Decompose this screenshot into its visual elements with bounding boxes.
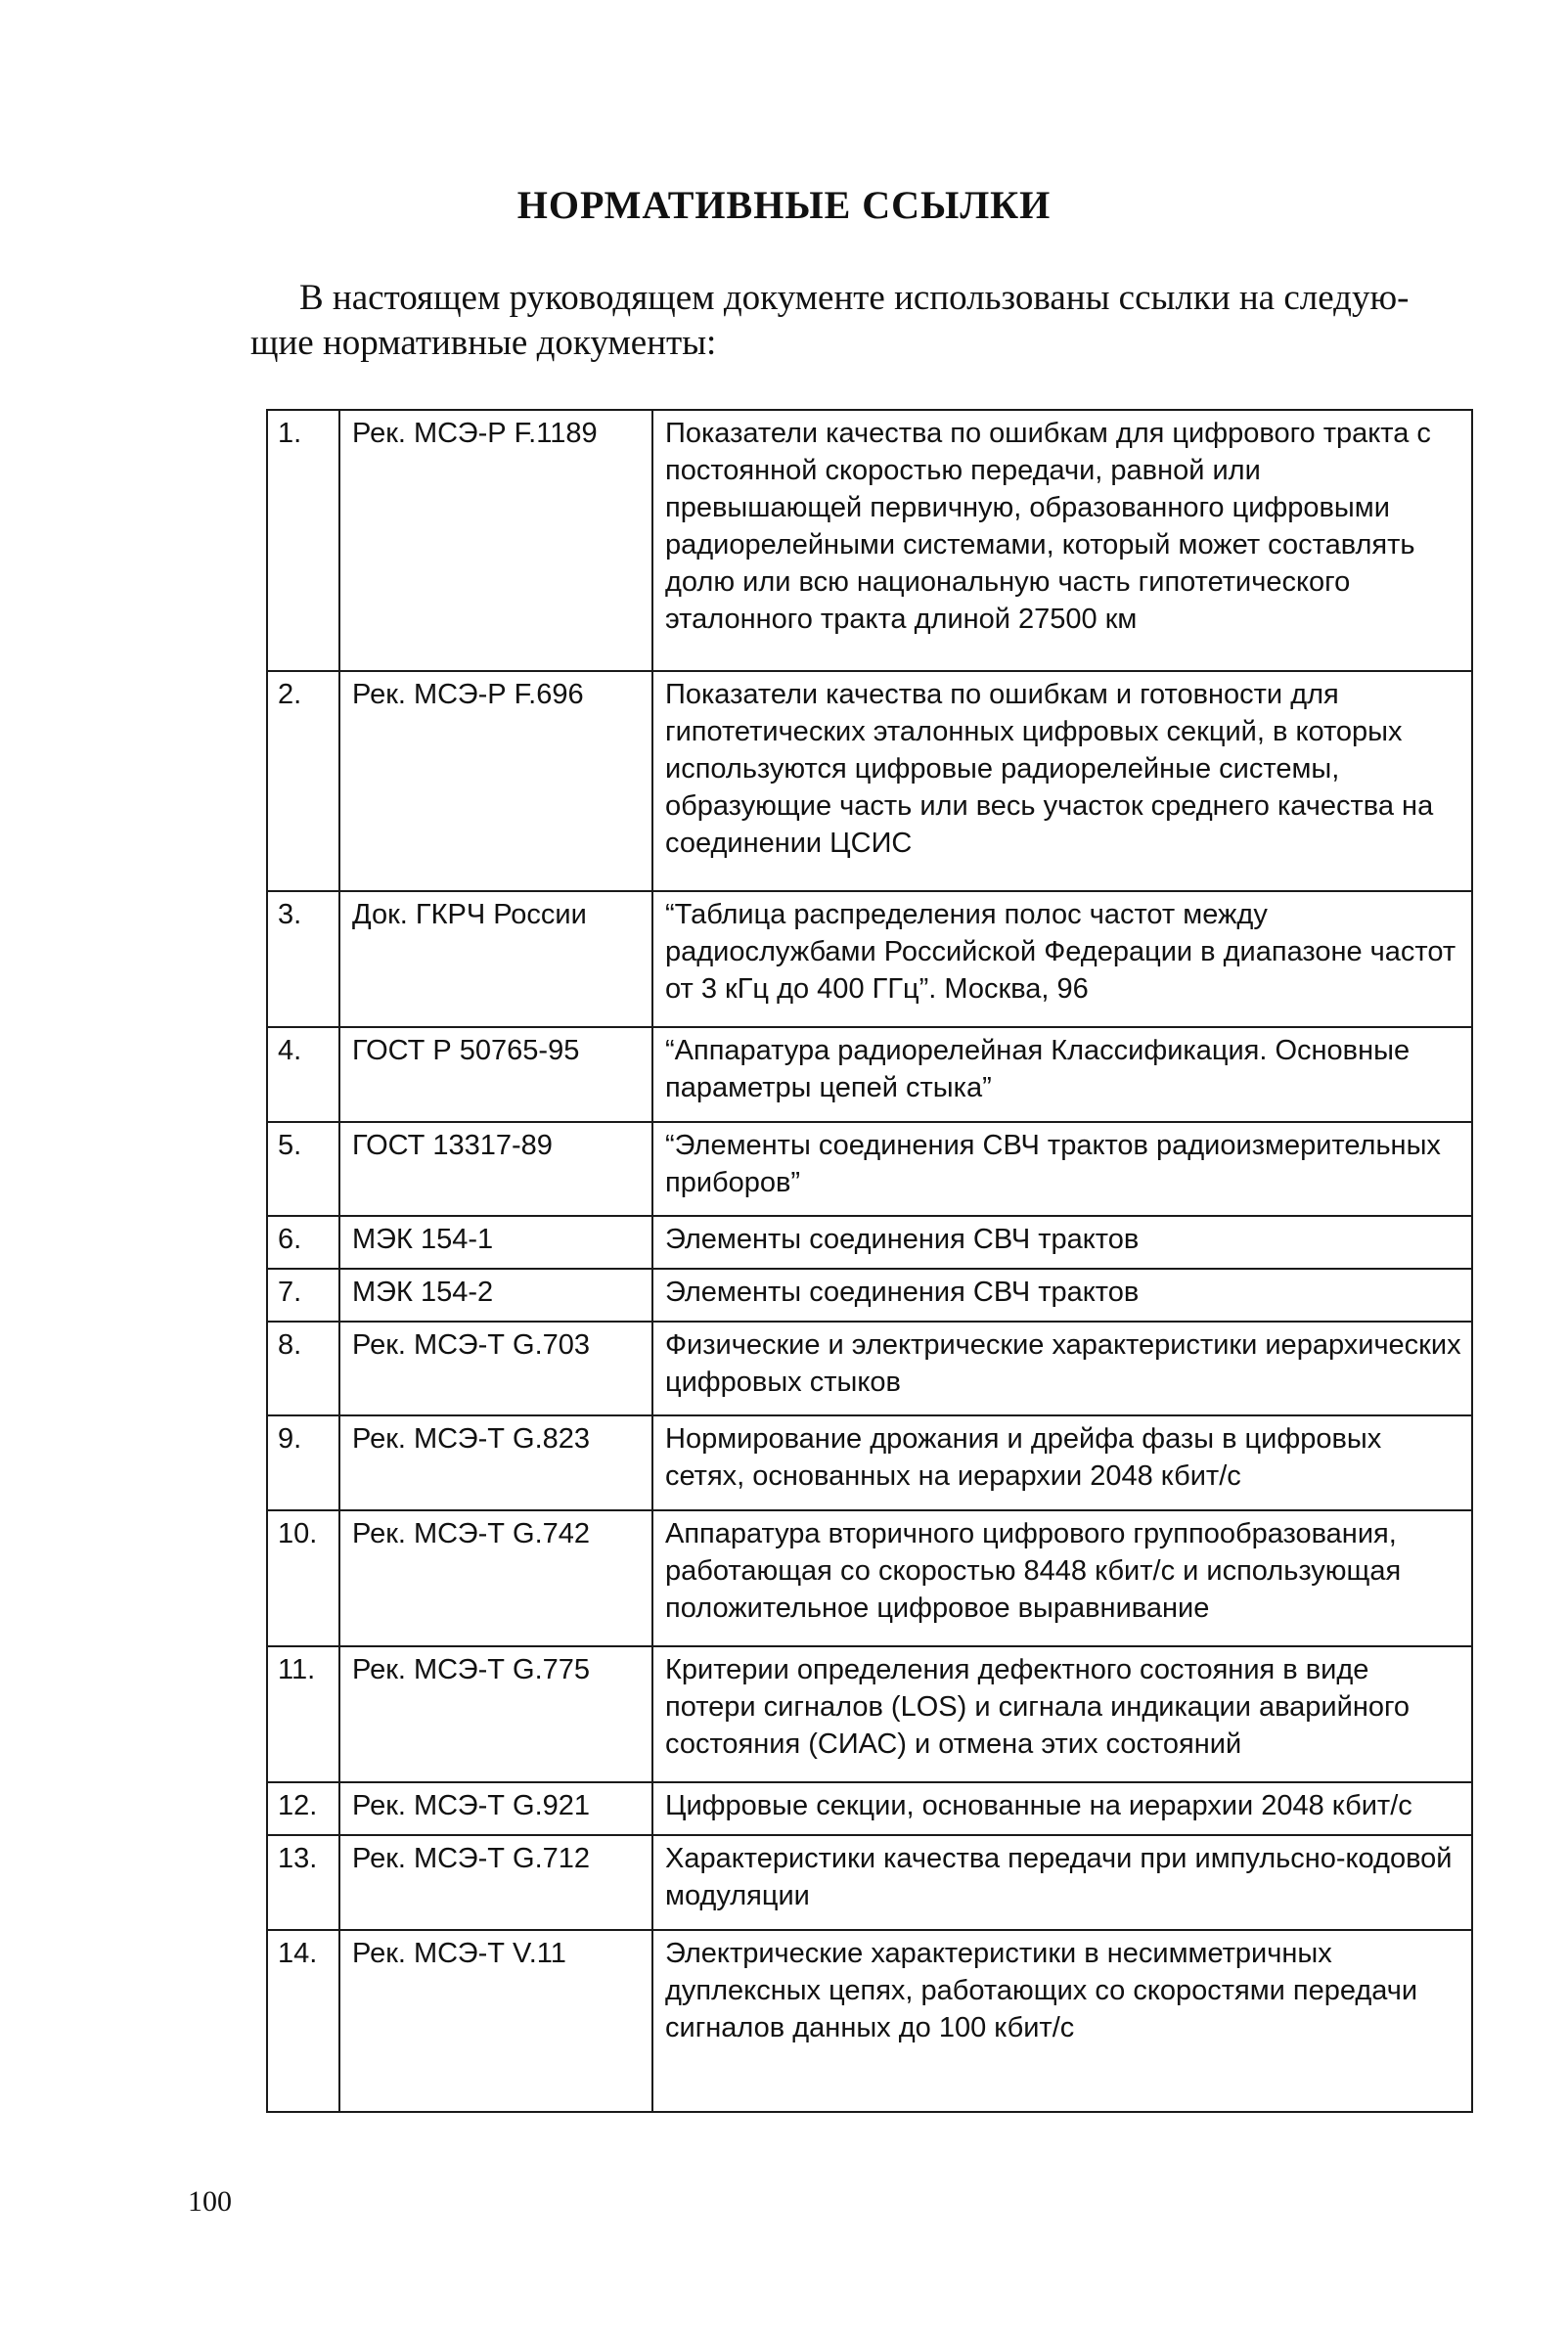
- ref-number: 14.: [267, 1930, 339, 2112]
- ref-code: ГОСТ Р 50765-95: [339, 1027, 652, 1122]
- table-row: [267, 1027, 1472, 1122]
- ref-code: Рек. МСЭ-Т G.775: [339, 1646, 652, 1782]
- ref-title: Показатели качества по ошибкам для цифрового тракта с постоянной скоростью передачи, равной или превышающей первичную, образованного цифровыми радиорелейными системами, который может составлять долю или всю национальную часть гипотетического эталонного тракта длиной 27500 км: [652, 410, 1472, 671]
- ref-number: 6.: [267, 1216, 339, 1269]
- ref-code: Рек. МСЭ-Т G.703: [339, 1322, 652, 1416]
- ref-code: МЭК 154-2: [339, 1269, 652, 1322]
- ref-title: Элементы соединения СВЧ трактов: [652, 1216, 1472, 1269]
- intro-line-1: В настоящем руководящем документе использованы ссылки на следую-: [299, 278, 1410, 318]
- ref-number: 9.: [267, 1415, 339, 1510]
- ref-code: Рек. МСЭ-Т G.823: [339, 1415, 652, 1510]
- table-row: [267, 1835, 1472, 1930]
- ref-number: 10.: [267, 1510, 339, 1646]
- ref-title: Нормирование дрожания и дрейфа фазы в цифровых сетях, основанных на иерархии 2048 кбит/с: [652, 1415, 1472, 1510]
- intro-paragraph: [250, 276, 1502, 366]
- table-row: [267, 1415, 1472, 1510]
- ref-code: Док. ГКРЧ России: [339, 891, 652, 1027]
- ref-title: Критерии определения дефектного состояния в виде потери сигналов (LOS) и сигнала индикации аварийного состояния (СИАС) и отмена этих состояний: [652, 1646, 1472, 1782]
- table-row: [267, 1782, 1472, 1835]
- table-row: [267, 1930, 1472, 2112]
- table-row: [267, 891, 1472, 1027]
- ref-number: 13.: [267, 1835, 339, 1930]
- ref-title: Цифровые секции, основанные на иерархии 2048 кбит/с: [652, 1782, 1472, 1835]
- page-number: 100: [188, 2185, 232, 2218]
- ref-code: Рек. МСЭ-Р F.696: [339, 671, 652, 891]
- ref-title: “Аппаратура радиорелейная Классификация. Основные параметры цепей стыка”: [652, 1027, 1472, 1122]
- references-table: [266, 409, 1473, 2113]
- intro-line-2: щие нормативные документы:: [250, 323, 717, 363]
- table-row: [267, 1646, 1472, 1782]
- ref-number: 7.: [267, 1269, 339, 1322]
- ref-title: Элементы соединения СВЧ трактов: [652, 1269, 1472, 1322]
- ref-code: Рек. МСЭ-Р F.1189: [339, 410, 652, 671]
- ref-number: 12.: [267, 1782, 339, 1835]
- ref-number: 5.: [267, 1122, 339, 1217]
- table-row: [267, 1510, 1472, 1646]
- ref-title: Показатели качества по ошибкам и готовности для гипотетических эталонных цифровых секций, в которых используются цифровые радиорелейные системы, образующие часть или весь участок среднего качества на соединении ЦСИС: [652, 671, 1472, 891]
- ref-code: Рек. МСЭ-Т G.742: [339, 1510, 652, 1646]
- ref-code: Рек. МСЭ-Т G.921: [339, 1782, 652, 1835]
- table-row: [267, 1216, 1472, 1269]
- table-row: [267, 410, 1472, 671]
- table-row: [267, 1322, 1472, 1416]
- ref-number: 4.: [267, 1027, 339, 1122]
- table-row: [267, 1122, 1472, 1217]
- ref-number: 8.: [267, 1322, 339, 1416]
- ref-code: Рек. МСЭ-Т V.11: [339, 1930, 652, 2112]
- ref-title: “Элементы соединения СВЧ трактов радиоизмерительных приборов”: [652, 1122, 1472, 1217]
- ref-code: Рек. МСЭ-Т G.712: [339, 1835, 652, 1930]
- ref-title: Характеристики качества передачи при импульсно-кодовой модуляции: [652, 1835, 1472, 1930]
- ref-title: Физические и электрические характеристики иерархических цифровых стыков: [652, 1322, 1472, 1416]
- ref-number: 2.: [267, 671, 339, 891]
- ref-code: МЭК 154-1: [339, 1216, 652, 1269]
- ref-code: ГОСТ 13317-89: [339, 1122, 652, 1217]
- page-title: НОРМАТИВНЫЕ ССЫЛКИ: [516, 183, 1052, 227]
- ref-title: Электрические характеристики в несимметричных дуплексных цепях, работающих со скоростями передачи сигналов данных до 100 кбит/с: [652, 1930, 1472, 2112]
- table-row: [267, 1269, 1472, 1322]
- ref-title: Аппаратура вторичного цифрового группообразования, работающая со скоростью 8448 кбит/с и использующая положительное цифровое выравнивание: [652, 1510, 1472, 1646]
- ref-title: “Таблица распределения полос частот между радиослужбами Российской Федерации в диапазоне частот от 3 кГц до 400 ГГц”. Москва, 96: [652, 891, 1472, 1027]
- ref-number: 3.: [267, 891, 339, 1027]
- ref-number: 1.: [267, 410, 339, 671]
- table-row: [267, 671, 1472, 891]
- ref-number: 11.: [267, 1646, 339, 1782]
